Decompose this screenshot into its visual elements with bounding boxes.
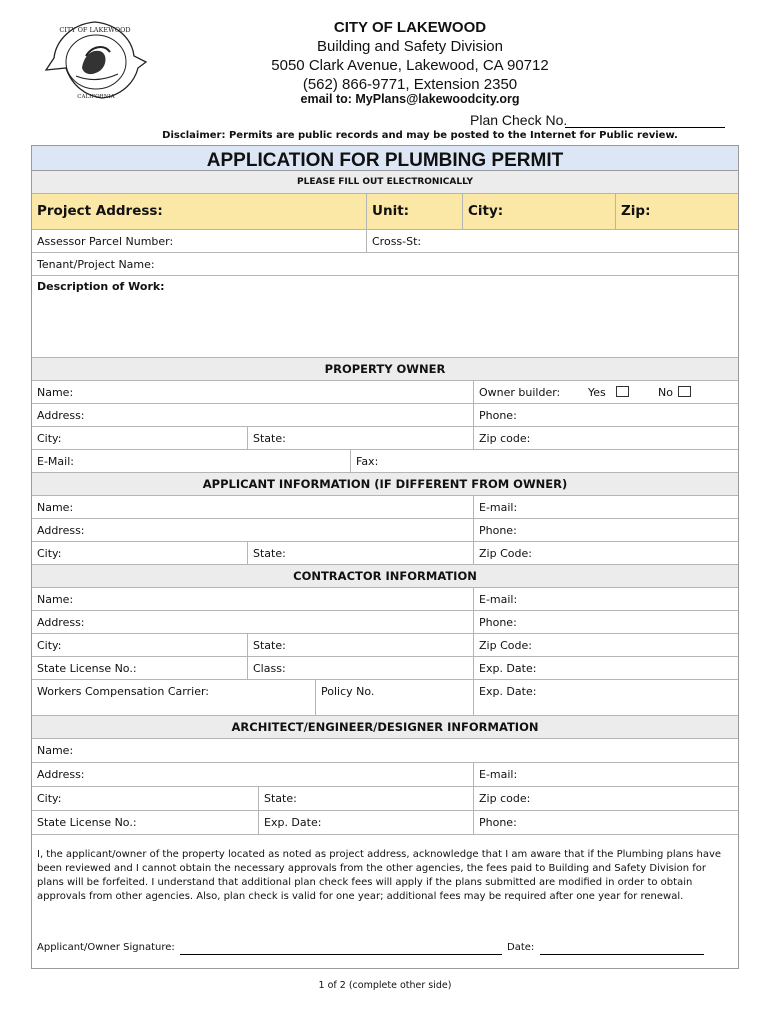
division-phone: (562) 866-9771, Extension 2350	[302, 76, 518, 93]
city-name: CITY OF LAKEWOOD	[333, 19, 487, 36]
division-name: Building and Safety Division	[317, 38, 503, 55]
workers-comp-field[interactable]: Workers Compensation Carrier:	[37, 685, 209, 698]
architect-license-row	[32, 811, 738, 835]
date-label: Date:	[507, 942, 535, 953]
division-address: 5050 Clark Avenue, Lakewood, CA 90712	[271, 57, 549, 74]
form-subtitle: PLEASE FILL OUT ELECTRONICALLY	[32, 171, 738, 194]
contractor-email-field[interactable]: E-mail:	[473, 588, 738, 610]
policy-exp-field[interactable]: Exp. Date:	[473, 680, 738, 715]
owner-name-row	[32, 381, 738, 404]
applicant-email-field[interactable]: E-mail:	[473, 496, 738, 518]
contractor-workers-row	[32, 680, 738, 716]
owner-phone-field[interactable]: Phone:	[473, 404, 738, 426]
svg-text:CALIFORNIA: CALIFORNIA	[77, 94, 115, 100]
policy-number-field[interactable]: Policy No.	[315, 680, 473, 715]
assessor-parcel-field[interactable]: Assessor Parcel Number:	[37, 235, 174, 248]
contractor-license-row	[32, 657, 738, 680]
owner-zip-field[interactable]: Zip code:	[473, 427, 738, 449]
owner-builder-label: Owner builder:	[479, 386, 561, 399]
architect-zip-field[interactable]: Zip code:	[473, 787, 738, 810]
owner-state-field[interactable]: State:	[247, 427, 473, 449]
architect-city-row	[32, 787, 738, 811]
architect-phone-field[interactable]: Phone:	[473, 811, 738, 834]
contractor-license-exp-field[interactable]: Exp. Date:	[473, 657, 738, 679]
cross-street-field[interactable]: Cross-St:	[366, 230, 738, 252]
form-title: APPLICATION FOR PLUMBING PERMIT	[32, 146, 738, 171]
contractor-address-field[interactable]: Address:	[37, 616, 85, 629]
svg-text:CITY OF LAKEWOOD: CITY OF LAKEWOOD	[59, 26, 131, 34]
plan-check-field[interactable]	[565, 127, 725, 128]
project-address-field[interactable]: Project Address:	[37, 203, 163, 219]
division-email: email to: MyPlans@lakewoodcity.org	[300, 92, 520, 106]
contractor-address-row	[32, 611, 738, 634]
owner-email-row	[32, 450, 738, 473]
city-field[interactable]: City:	[462, 194, 615, 229]
contractor-class-field[interactable]: Class:	[247, 657, 473, 679]
yes-checkbox[interactable]	[616, 386, 629, 397]
applicant-zip-field[interactable]: Zip Code:	[473, 542, 738, 564]
permit-form	[31, 145, 739, 969]
apn-row	[32, 230, 738, 253]
applicant-phone-field[interactable]: Phone:	[473, 519, 738, 541]
owner-name-field[interactable]: Name:	[37, 386, 74, 399]
contractor-phone-field[interactable]: Phone:	[473, 611, 738, 633]
tenant-row	[32, 253, 738, 276]
owner-builder-no-label: No	[658, 386, 673, 399]
property-owner-heading: PROPERTY OWNER	[32, 358, 738, 381]
architect-city-field[interactable]: City:	[37, 792, 62, 805]
project-address-row	[32, 194, 738, 230]
applicant-address-field[interactable]: Address:	[37, 524, 85, 537]
contractor-zip-field[interactable]: Zip Code:	[473, 634, 738, 656]
description-field[interactable]: Description of Work:	[37, 280, 165, 293]
architect-name-row	[32, 739, 738, 763]
zip-field[interactable]: Zip:	[615, 194, 738, 229]
owner-email-field[interactable]: E-Mail:	[37, 455, 74, 468]
owner-builder-group	[473, 381, 738, 403]
owner-address-field[interactable]: Address:	[37, 409, 85, 422]
signature-label: Applicant/Owner Signature:	[37, 942, 175, 953]
no-checkbox[interactable]	[678, 386, 691, 397]
owner-fax-field[interactable]: Fax:	[350, 450, 738, 472]
owner-builder-yes-label: Yes	[588, 386, 606, 399]
date-line[interactable]	[540, 954, 704, 955]
architect-license-field[interactable]: State License No.:	[37, 816, 137, 829]
architect-heading: ARCHITECT/ENGINEER/DESIGNER INFORMATION	[32, 716, 738, 739]
plan-check-label: Plan Check No.	[470, 112, 568, 128]
applicant-state-field[interactable]: State:	[247, 542, 473, 564]
owner-city-row	[32, 427, 738, 450]
contractor-name-row	[32, 588, 738, 611]
applicant-name-field[interactable]: Name:	[37, 501, 74, 514]
contractor-state-field[interactable]: State:	[247, 634, 473, 656]
owner-city-field[interactable]: City:	[37, 432, 62, 445]
architect-address-field[interactable]: Address:	[37, 768, 85, 781]
architect-address-row	[32, 763, 738, 787]
city-seal-logo	[42, 18, 148, 106]
architect-email-field[interactable]: E-mail:	[473, 763, 738, 786]
applicant-city-field[interactable]: City:	[37, 547, 62, 560]
acknowledgement-text: I, the applicant/owner of the property located as noted as project address, acknowledge that I am aware that if the Plumbing plans have been reviewed and I cannot obtain the necessary approvals from the other agencies, the fees paid to Building and Safety Division for plans will be forfeited. I understand that additional plan check fees will apply if the plans submitted are modified in order to obtain approvals from other agencies. Also, plan check is valid for one year; additional fees may be required after one year for renewal.	[37, 849, 722, 902]
architect-exp-field[interactable]: Exp. Date:	[258, 811, 473, 834]
signature-line[interactable]	[180, 954, 502, 955]
contractor-license-field[interactable]: State License No.:	[37, 662, 137, 675]
description-row	[32, 276, 738, 358]
unit-field[interactable]: Unit:	[366, 194, 462, 229]
disclaimer: Disclaimer: Permits are public records and may be posted to the Internet for Public review.	[162, 130, 678, 141]
architect-name-field[interactable]: Name:	[37, 744, 74, 757]
contractor-heading: CONTRACTOR INFORMATION	[32, 565, 738, 588]
applicant-heading: APPLICANT INFORMATION (IF DIFFERENT FROM OWNER)	[32, 473, 738, 496]
tenant-project-field[interactable]: Tenant/Project Name:	[37, 258, 155, 271]
contractor-name-field[interactable]: Name:	[37, 593, 74, 606]
contractor-city-row	[32, 634, 738, 657]
applicant-address-row	[32, 519, 738, 542]
architect-state-field[interactable]: State:	[258, 787, 473, 810]
owner-address-row	[32, 404, 738, 427]
applicant-name-row	[32, 496, 738, 519]
page-footer: 1 of 2 (complete other side)	[318, 980, 452, 991]
contractor-city-field[interactable]: City:	[37, 639, 62, 652]
applicant-city-row	[32, 542, 738, 565]
